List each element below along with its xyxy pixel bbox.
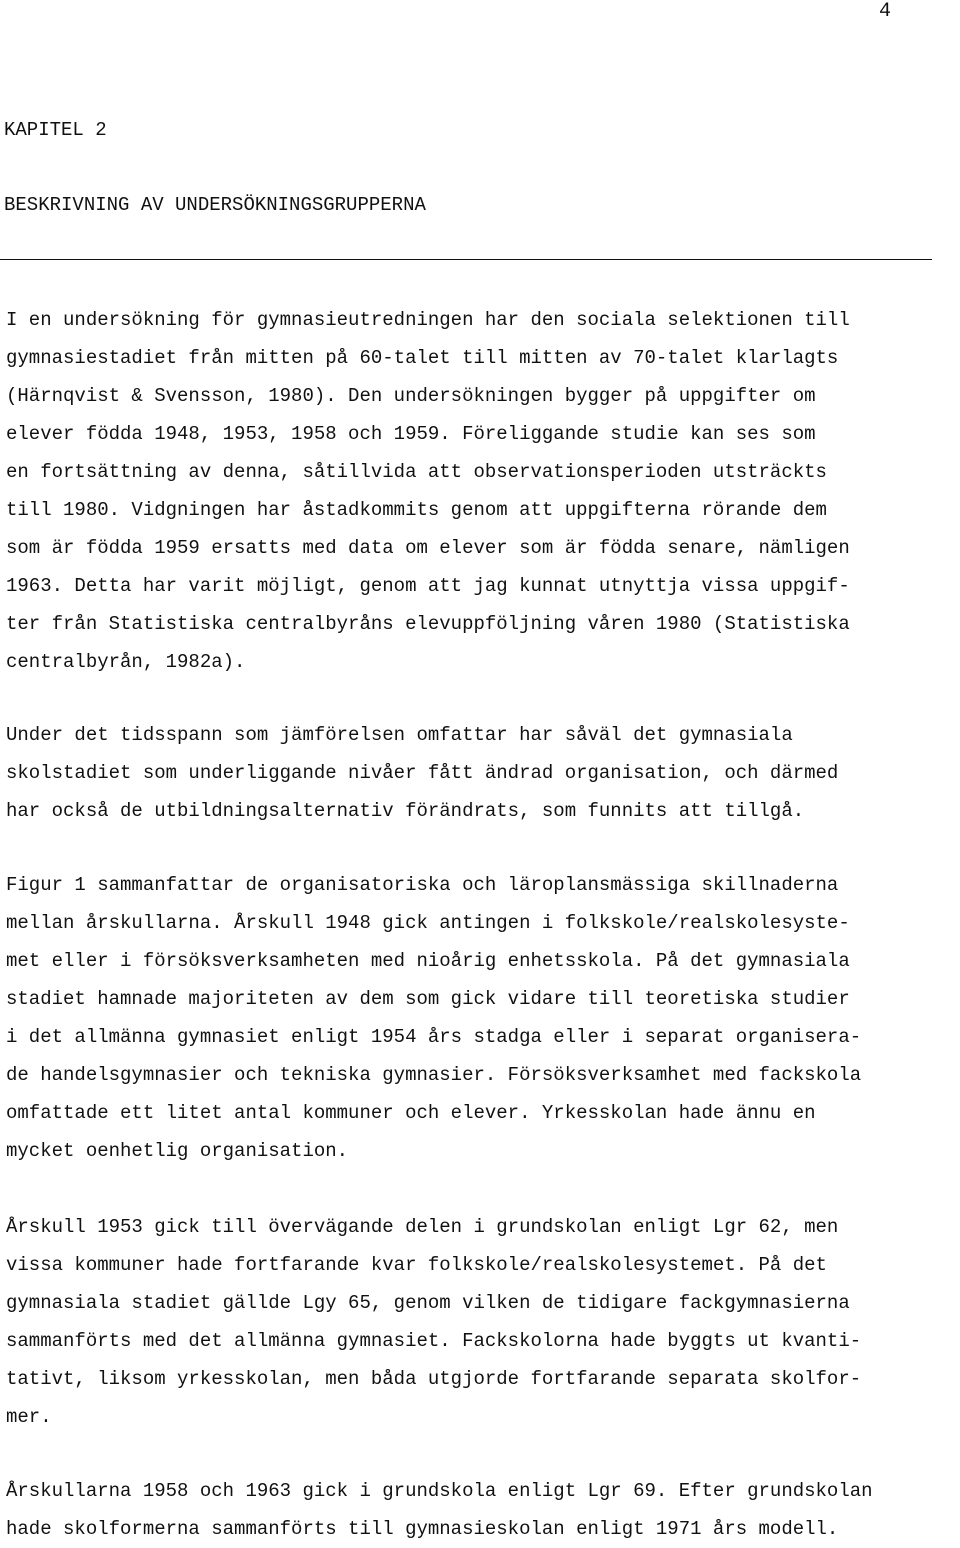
paragraph-cohorts-1958-1963: [6, 1472, 956, 1548]
paragraph-line: gymnasiala stadiet gällde Lgy 65, genom vilken de tidigare fackgymnasierna: [6, 1292, 850, 1314]
paragraph-timespan: [6, 716, 956, 830]
paragraph-line: mer.: [6, 1406, 52, 1428]
paragraph-line: stadiet hamnade majoriteten av dem som gick vidare till teoretiska studier: [6, 988, 850, 1010]
paragraph-line: de handelsgymnasier och tekniska gymnasier. Försöksverksamhet med fackskola: [6, 1064, 862, 1086]
paragraph-line: centralbyrån, 1982a).: [6, 651, 246, 673]
paragraph-line: mycket oenhetlig organisation.: [6, 1140, 349, 1162]
paragraph-line: met eller i försöksverksamheten med nioårig enhetsskola. På det gymnasiala: [6, 950, 850, 972]
paragraph-line: hade skolformerna sammanförts till gymnasieskolan enligt 1971 års modell.: [6, 1518, 839, 1540]
paragraph-line: till 1980. Vidgningen har åstadkommits genom att uppgifterna rörande dem: [6, 499, 827, 521]
paragraph-line: Figur 1 sammanfattar de organisatoriska och läroplansmässiga skillnaderna: [6, 874, 839, 896]
chapter-label: KAPITEL 2: [4, 119, 107, 141]
paragraph-line: som är födda 1959 ersatts med data om elever som är födda senare, nämligen: [6, 537, 850, 559]
paragraph-line: en fortsättning av denna, såtillvida att observationsperioden utsträckts: [6, 461, 827, 483]
section-heading: BESKRIVNING AV UNDERSÖKNINGSGRUPPERNA: [4, 194, 426, 216]
paragraph-line: tativt, liksom yrkesskolan, men båda utgjorde fortfarande separata skolfor-: [6, 1368, 862, 1390]
paragraph-line: Under det tidsspann som jämförelsen omfattar har såväl det gymnasiala: [6, 724, 793, 746]
paragraph-line: ter från Statistiska centralbyråns elevuppföljning våren 1980 (Statistiska: [6, 613, 850, 635]
paragraph-line: sammanförts med det allmänna gymnasiet. Fackskolorna hade byggts ut kvanti-: [6, 1330, 862, 1352]
page-number: 4: [879, 0, 892, 23]
paragraph-line: elever födda 1948, 1953, 1958 och 1959. Föreliggande studie kan ses som: [6, 423, 816, 445]
paragraph-line: 1963. Detta har varit möjligt, genom att jag kunnat utnyttja vissa uppgif-: [6, 575, 850, 597]
paragraph-line: har också de utbildningsalternativ förändrats, som funnits att tillgå.: [6, 800, 805, 822]
paragraph-line: Årskullarna 1958 och 1963 gick i grundskola enligt Lgr 69. Efter grundskolan: [6, 1480, 873, 1502]
paragraph-line: (Härnqvist & Svensson, 1980). Den undersökningen bygger på uppgifter om: [6, 385, 816, 407]
paragraph-line: i det allmänna gymnasiet enligt 1954 års stadga eller i separat organisera-: [6, 1026, 862, 1048]
paragraph-line: omfattade ett litet antal kommuner och elever. Yrkesskolan hade ännu en: [6, 1102, 816, 1124]
paragraph-line: skolstadiet som underliggande nivåer fått ändrad organisation, och därmed: [6, 762, 839, 784]
paragraph-line: Årskull 1953 gick till övervägande delen i grundskolan enligt Lgr 62, men: [6, 1216, 839, 1238]
paragraph-line: gymnasiestadiet från mitten på 60-talet till mitten av 70-talet klarlagts: [6, 347, 839, 369]
paragraph-cohort-1953: [6, 1208, 956, 1436]
heading-rule: [0, 259, 932, 260]
paragraph-line: I en undersökning för gymnasieutredningen har den sociala selektionen till: [6, 309, 850, 331]
paragraph-line: vissa kommuner hade fortfarande kvar folkskole/realskolesystemet. På det: [6, 1254, 827, 1276]
paragraph-intro: [6, 301, 956, 681]
paragraph-figure-1: [6, 866, 956, 1170]
paragraph-line: mellan årskullarna. Årskull 1948 gick antingen i folkskole/realskolesyste-: [6, 912, 850, 934]
